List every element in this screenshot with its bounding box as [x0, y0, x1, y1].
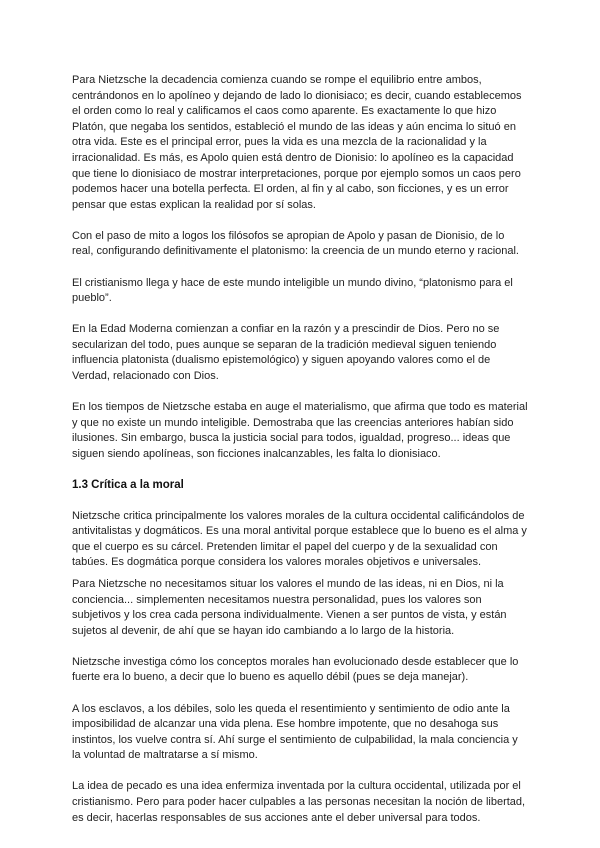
paragraph-mito-logos: Con el paso de mito a logos los filósofos se apropian de Apolo y pasan de Dionisio, de lo real, configurando definitivamente el platonismo: la creencia de un mundo eterno y racional.: [72, 229, 519, 258]
paragraph-edad-moderna: En la Edad Moderna comienzan a confiar en la razón y a prescindir de Dios. Pero no se secularizan del todo, pues aunque se separan de la tradición medieval siguen teniendo influencia platonista (dualismo epistemológico) y siguen apoyando valores como el de Verdad, relacionado con Dios.: [72, 323, 500, 382]
paragraph-critica-valores: Nietzsche critica principalmente los valores morales de la cultura occidental calificándolos de antivitalistas y dogmáticos. Es una moral antivital porque establece que lo bueno es el alma y que el cuerpo es su cárcel. Pretenden limitar el papel del cuerpo y de la sexualidad con tabúes. Es dogmática porque considera los valores morales objetivos e universales.: [72, 509, 527, 569]
paragraph-pecado: La idea de pecado es una idea enfermiza inventada por la cultura occidental, utilizada por el cristianismo. Pero para poder hacer culpables a las personas necesitan la noción de libertad, es decir, hacerlas responsables de sus acciones ante el deber universal para todos.: [72, 780, 526, 824]
paragraph-decadencia: Para Nietzsche la decadencia comienza cuando se rompe el equilibrio entre ambos, centrándonos en lo apolíneo y dejando de lado lo dionisiaco; es decir, cuando establecemos el orden como lo real y calificamos el caos como aparente. Es exactamente lo que hizo Platón, que negaba los sentidos, estableció el mundo de las ideas y aún encima lo situó en otra vida. Este es el principal error, pues la vida es una mezcla de la racionalidad y la irracionalidad. Es más, es Apolo quien está dentro de Dionisio: lo apolíneo es la capacidad que tiene lo dionisiaco de mostrar interpretaciones, porque por ejemplo somos un caos pero podemos hacer una botella perfecta. El orden, al fin y al cabo, son ficciones, y es un error pensar que estas explican la realidad por sí solas.: [72, 74, 522, 211]
paragraph-esclavos: A los esclavos, a los débiles, solo les queda el resentimiento y sentimiento de odio ante la imposibilidad de alcanzar una vida plena. Ese hombre impotente, que no desahoga sus instintos, los vuelve contra sí. Ahí surge el sentimiento de culpabilidad, la mala conciencia y la voluntad de maltratarse a sí mismo.: [72, 702, 518, 762]
paragraph-conceptos-morales: Nietzsche investiga cómo los conceptos morales han evolucionado desde establecer que lo fuerte era lo bueno, a decir que lo bueno es aquello débil (pues se deja manejar).: [72, 655, 519, 684]
paragraph-valores-subjetivos: Para Nietzsche no necesitamos situar los valores el mundo de las ideas, ni en Dios, ni la conciencia... simplementen necesitamos nuestra personalidad, pues los valores son subjetivos y los crea cada persona individualmente. Vienen a ser puntos de vista, y están sujetos al devenir, de ahí que se hayan ido cambiando a lo largo de la historia.: [72, 577, 507, 637]
paragraph-cristianismo: El cristianismo llega y hace de este mundo inteligible un mundo divino, “platonismo para el pueblo”.: [72, 276, 513, 305]
section-heading: 1.3 Crítica a la moral: [72, 478, 184, 491]
paragraph-materialismo: En los tiempos de Nietzsche estaba en auge el materialismo, que afirma que todo es material y que no existe un mundo inteligible. Demostraba que las creencias anteriores habían sido ilusiones. Sin embargo, busca la justicia social para todos, igualdad, progreso... ideas que siguen siendo apolíneas, son ficciones inalcanzables, les falta lo dionisiaco.: [72, 401, 528, 460]
document-body: [72, 73, 528, 842]
